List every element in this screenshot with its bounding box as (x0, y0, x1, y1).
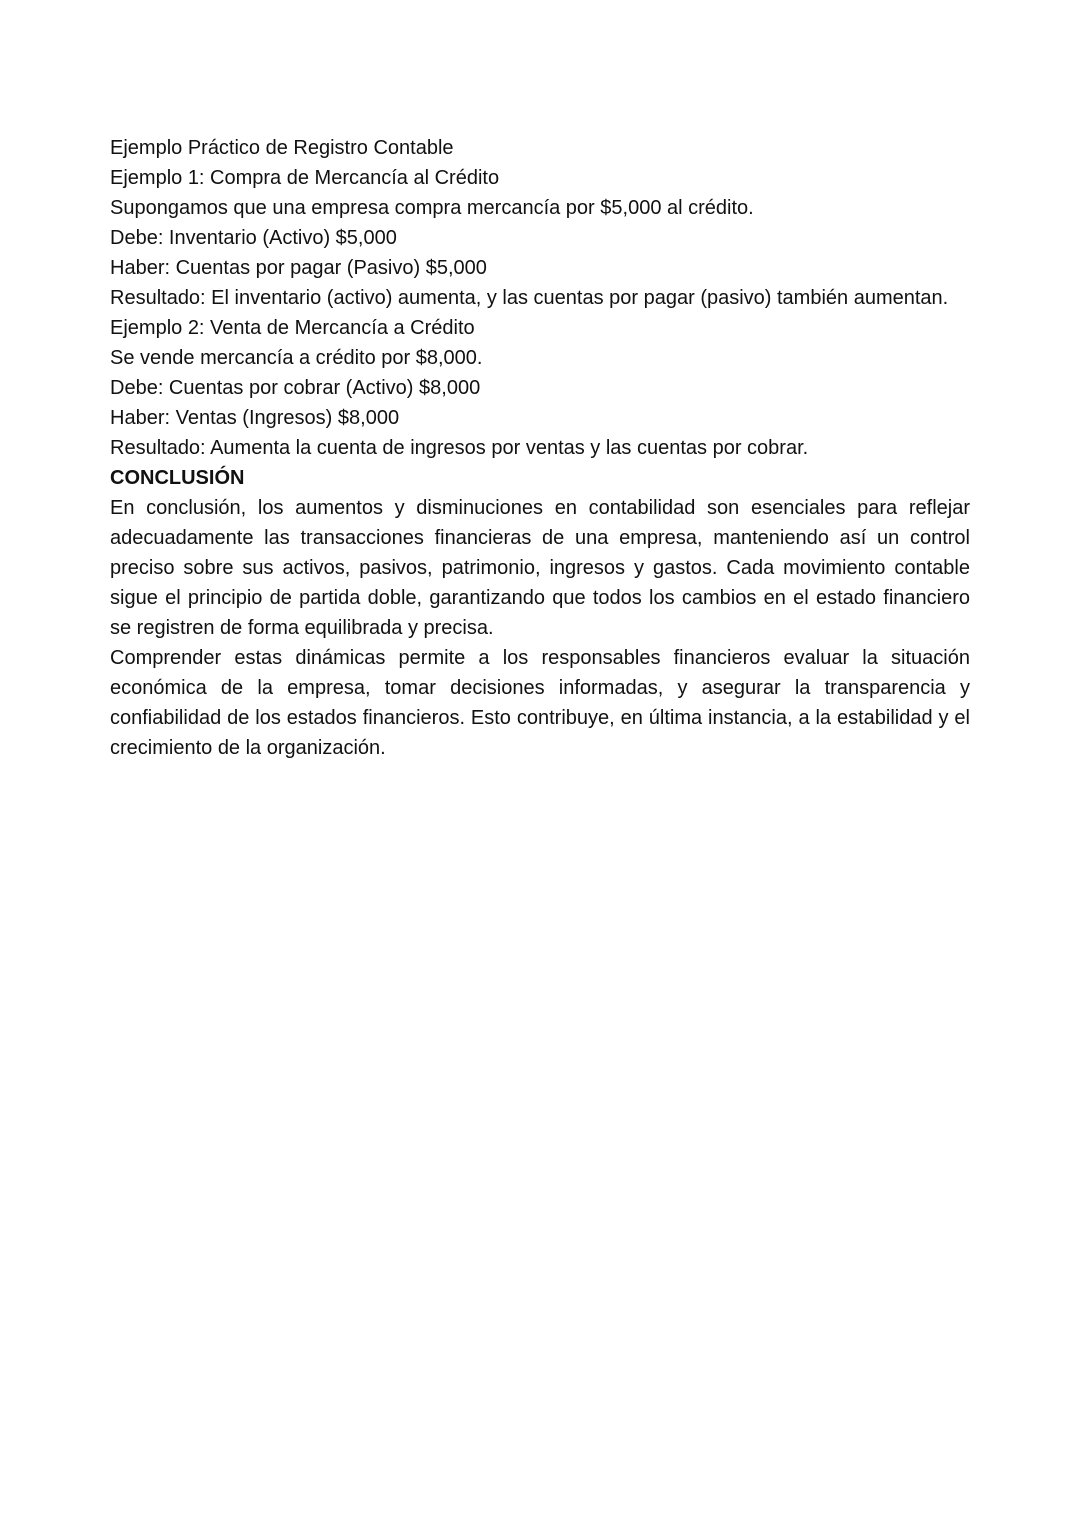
example1-debit-line: Debe: Inventario (Activo) $5,000 (110, 227, 397, 249)
example2-credit-line: Haber: Ventas (Ingresos) $8,000 (110, 407, 400, 429)
example2-debit-line: Debe: Cuentas por cobrar (Activo) $8,000 (110, 377, 481, 399)
example2-result: Resultado: Aumenta la cuenta de ingresos por ventas y las cuentas por cobrar. (110, 437, 809, 459)
example2-heading: Ejemplo 2: Venta de Mercancía a Crédito (110, 317, 475, 339)
conclusion-paragraph-2: Comprender estas dinámicas permite a los responsables financieros evaluar la situación económica de la empresa, tomar decisiones informadas, y asegurar la transparencia y confiabilidad de los estados financieros. Esto contribuye, en última instancia, a la estabilidad y el crecimiento de la organización. (110, 647, 970, 759)
example1-heading: Ejemplo 1: Compra de Mercancía al Crédito (110, 167, 500, 189)
conclusion-paragraph-1: En conclusión, los aumentos y disminuciones en contabilidad son esenciales para reflejar adecuadamente las transacciones financieras de una empresa, manteniendo así un control preciso sobre sus activos, pasivos, patrimonio, ingresos y gastos. Cada movimiento contable sigue el principio de partida doble, garantizando que todos los cambios en el estado financiero se registren de forma equilibrada y precisa. (110, 497, 970, 639)
example1-intro: Supongamos que una empresa compra mercancía por $5,000 al crédito. (110, 197, 754, 219)
document-title: Ejemplo Práctico de Registro Contable (110, 137, 454, 159)
example1-result: Resultado: El inventario (activo) aumenta, y las cuentas por pagar (pasivo) también aumentan. (110, 287, 949, 309)
conclusion-heading: CONCLUSIÓN (110, 467, 245, 489)
example1-credit-line: Haber: Cuentas por pagar (Pasivo) $5,000 (110, 257, 487, 279)
example2-intro: Se vende mercancía a crédito por $8,000. (110, 347, 483, 369)
